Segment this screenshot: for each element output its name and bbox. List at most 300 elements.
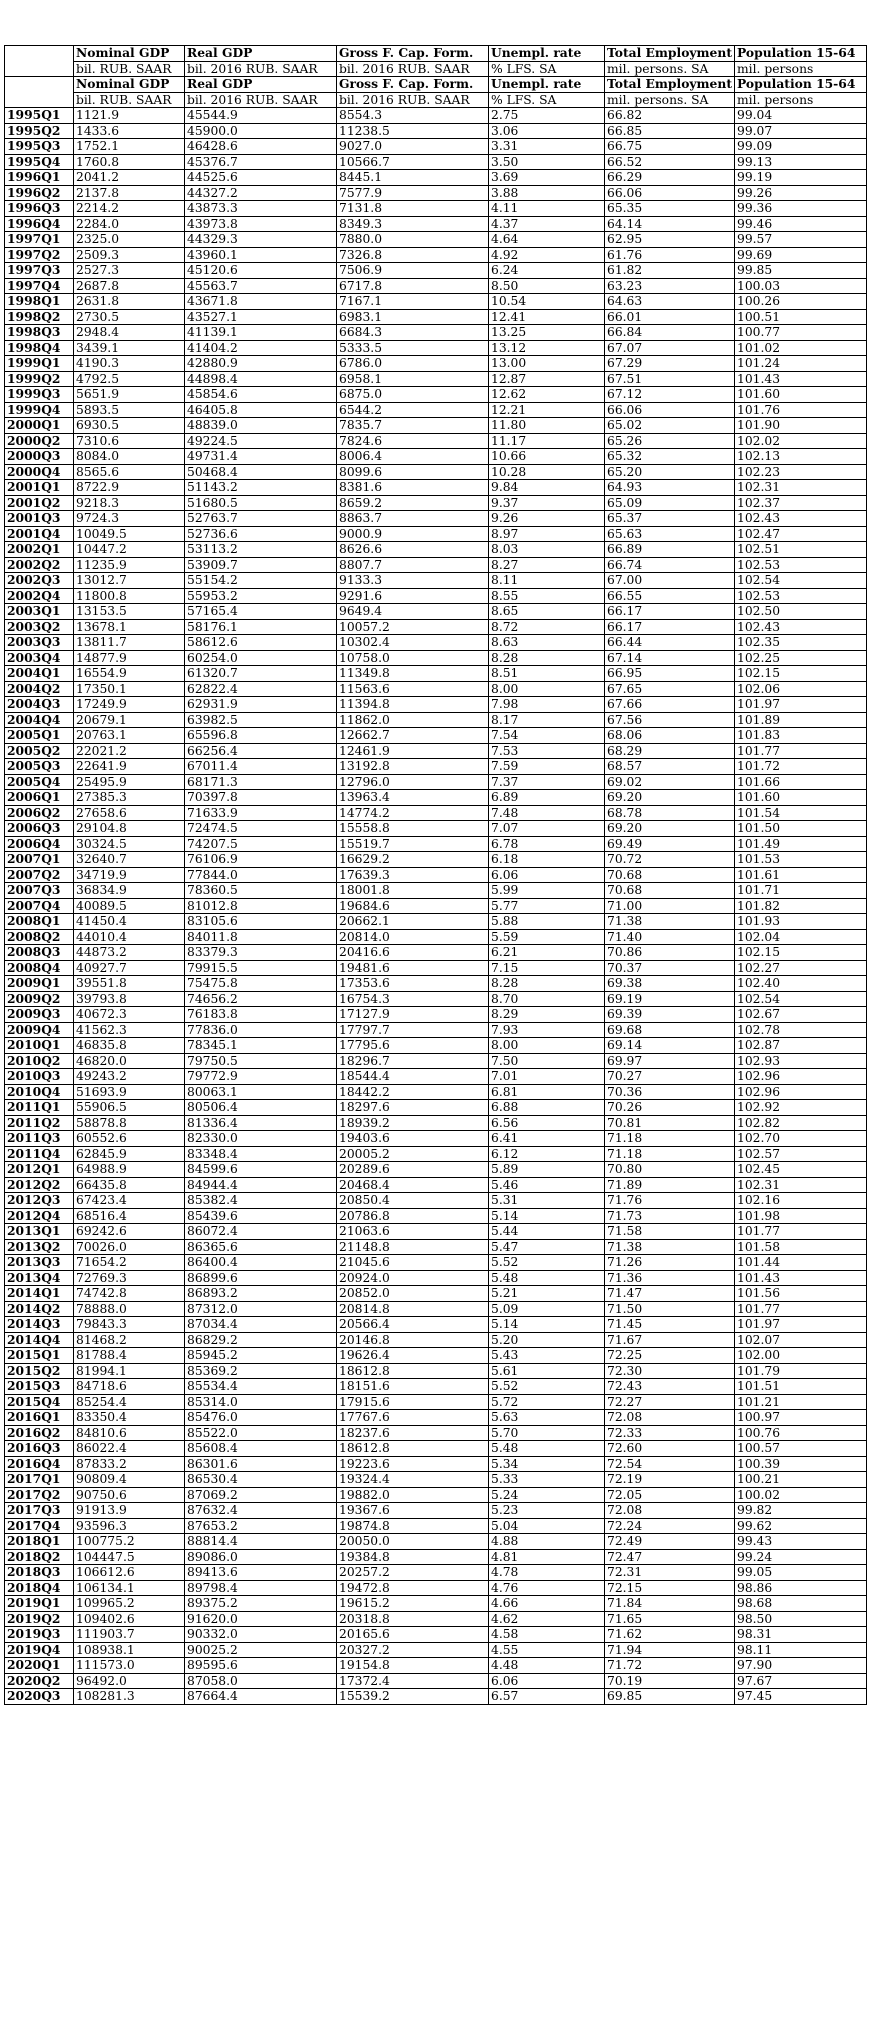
real-gdp-cell: 48839.0 xyxy=(185,418,337,434)
gfcf-cell: 6958.1 xyxy=(337,371,489,387)
gfcf-cell: 7880.0 xyxy=(337,232,489,248)
table-row xyxy=(5,774,867,790)
gfcf-cell: 19472.8 xyxy=(337,1580,489,1596)
table-row xyxy=(5,278,867,294)
total-employment-cell: 66.84 xyxy=(605,325,735,341)
real-gdp-cell: 78360.5 xyxy=(185,883,337,899)
unemployment-rate-cell: 7.53 xyxy=(489,743,605,759)
real-gdp-cell: 86301.6 xyxy=(185,1456,337,1472)
nominal-gdp-cell: 108938.1 xyxy=(74,1642,185,1658)
population-cell: 97.45 xyxy=(735,1689,867,1705)
real-gdp-cell: 79772.9 xyxy=(185,1069,337,1085)
population-cell: 98.68 xyxy=(735,1596,867,1612)
population-cell: 101.77 xyxy=(735,1301,867,1317)
quarter-cell: 2015Q3 xyxy=(5,1379,74,1395)
population-cell: 102.04 xyxy=(735,929,867,945)
gfcf-cell: 7167.1 xyxy=(337,294,489,310)
gfcf-cell: 11238.5 xyxy=(337,123,489,139)
unemployment-rate-cell: 4.48 xyxy=(489,1658,605,1674)
table-row xyxy=(5,464,867,480)
nominal-gdp-cell: 13811.7 xyxy=(74,635,185,651)
nominal-gdp-cell: 83350.4 xyxy=(74,1410,185,1426)
real-gdp-cell: 75475.8 xyxy=(185,976,337,992)
total-employment-cell: 65.02 xyxy=(605,418,735,434)
gfcf-cell: 19154.8 xyxy=(337,1658,489,1674)
gfcf-cell: 18612.8 xyxy=(337,1363,489,1379)
unemployment-rate-cell: 3.69 xyxy=(489,170,605,186)
nominal-gdp-cell: 69242.6 xyxy=(74,1224,185,1240)
table-row xyxy=(5,960,867,976)
gfcf-cell: 11862.0 xyxy=(337,712,489,728)
nominal-gdp-cell: 2214.2 xyxy=(74,201,185,217)
gfcf-cell: 20257.2 xyxy=(337,1565,489,1581)
unit-total-employment-repeat: mil. persons. SA xyxy=(605,92,735,108)
unemployment-rate-cell: 8.28 xyxy=(489,650,605,666)
nominal-gdp-cell: 6930.5 xyxy=(74,418,185,434)
total-employment-cell: 66.74 xyxy=(605,557,735,573)
unemployment-rate-cell: 5.24 xyxy=(489,1487,605,1503)
gfcf-cell: 6684.3 xyxy=(337,325,489,341)
total-employment-cell: 71.72 xyxy=(605,1658,735,1674)
unemployment-rate-cell: 5.99 xyxy=(489,883,605,899)
unemployment-rate-cell: 4.11 xyxy=(489,201,605,217)
population-cell: 101.97 xyxy=(735,697,867,713)
total-employment-cell: 71.00 xyxy=(605,898,735,914)
nominal-gdp-cell: 46820.0 xyxy=(74,1053,185,1069)
gfcf-cell: 13963.4 xyxy=(337,790,489,806)
gfcf-cell: 5333.5 xyxy=(337,340,489,356)
unemployment-rate-cell: 6.57 xyxy=(489,1689,605,1705)
unemployment-rate-cell: 5.21 xyxy=(489,1286,605,1302)
gfcf-cell: 16629.2 xyxy=(337,852,489,868)
unemployment-rate-cell: 6.06 xyxy=(489,1673,605,1689)
population-cell: 101.89 xyxy=(735,712,867,728)
gfcf-cell: 21045.6 xyxy=(337,1255,489,1271)
population-cell: 102.13 xyxy=(735,449,867,465)
gfcf-cell: 17797.7 xyxy=(337,1022,489,1038)
total-employment-cell: 71.38 xyxy=(605,914,735,930)
real-gdp-cell: 87664.4 xyxy=(185,1689,337,1705)
total-employment-cell: 67.51 xyxy=(605,371,735,387)
gfcf-cell: 20566.4 xyxy=(337,1317,489,1333)
real-gdp-cell: 86893.2 xyxy=(185,1286,337,1302)
unemployment-rate-cell: 5.88 xyxy=(489,914,605,930)
total-employment-cell: 70.19 xyxy=(605,1673,735,1689)
quarter-cell: 2019Q1 xyxy=(5,1596,74,1612)
table-row xyxy=(5,356,867,372)
quarter-cell: 2012Q4 xyxy=(5,1208,74,1224)
population-cell: 101.24 xyxy=(735,356,867,372)
table-row xyxy=(5,480,867,496)
total-employment-cell: 67.14 xyxy=(605,650,735,666)
total-employment-cell: 71.84 xyxy=(605,1596,735,1612)
nominal-gdp-cell: 4190.3 xyxy=(74,356,185,372)
real-gdp-cell: 76106.9 xyxy=(185,852,337,868)
total-employment-cell: 66.44 xyxy=(605,635,735,651)
table-row xyxy=(5,1503,867,1519)
gfcf-cell: 8807.7 xyxy=(337,557,489,573)
real-gdp-cell: 87312.0 xyxy=(185,1301,337,1317)
unemployment-rate-cell: 8.51 xyxy=(489,666,605,682)
total-employment-cell: 67.56 xyxy=(605,712,735,728)
gfcf-cell: 12461.9 xyxy=(337,743,489,759)
unemployment-rate-cell: 5.31 xyxy=(489,1193,605,1209)
total-employment-cell: 71.36 xyxy=(605,1270,735,1286)
total-employment-cell: 69.20 xyxy=(605,821,735,837)
quarter-cell: 2010Q4 xyxy=(5,1084,74,1100)
unemployment-rate-cell: 11.17 xyxy=(489,433,605,449)
real-gdp-cell: 86899.6 xyxy=(185,1270,337,1286)
population-cell: 99.07 xyxy=(735,123,867,139)
total-employment-cell: 70.26 xyxy=(605,1100,735,1116)
gfcf-cell: 10302.4 xyxy=(337,635,489,651)
unemployment-rate-cell: 6.12 xyxy=(489,1146,605,1162)
header-nominal-gdp: Nominal GDP xyxy=(74,46,185,62)
total-employment-cell: 67.66 xyxy=(605,697,735,713)
total-employment-cell: 66.89 xyxy=(605,542,735,558)
unemployment-rate-cell: 7.93 xyxy=(489,1022,605,1038)
real-gdp-cell: 45900.0 xyxy=(185,123,337,139)
table-row xyxy=(5,1549,867,1565)
unemployment-rate-cell: 4.62 xyxy=(489,1611,605,1627)
population-cell: 100.39 xyxy=(735,1456,867,1472)
real-gdp-cell: 85476.0 xyxy=(185,1410,337,1426)
unit-nominal-gdp-repeat: bil. RUB. SAAR xyxy=(74,92,185,108)
nominal-gdp-cell: 90750.6 xyxy=(74,1487,185,1503)
gfcf-cell: 9133.3 xyxy=(337,573,489,589)
quarter-cell: 2015Q4 xyxy=(5,1394,74,1410)
table-row xyxy=(5,1379,867,1395)
nominal-gdp-cell: 5893.5 xyxy=(74,402,185,418)
table-row xyxy=(5,1472,867,1488)
real-gdp-cell: 45544.9 xyxy=(185,108,337,124)
table-row xyxy=(5,1441,867,1457)
total-employment-cell: 71.94 xyxy=(605,1642,735,1658)
population-cell: 101.21 xyxy=(735,1394,867,1410)
table-row xyxy=(5,929,867,945)
population-cell: 102.43 xyxy=(735,511,867,527)
quarter-cell: 2006Q4 xyxy=(5,836,74,852)
population-cell: 102.87 xyxy=(735,1038,867,1054)
gfcf-cell: 7506.9 xyxy=(337,263,489,279)
population-cell: 101.51 xyxy=(735,1379,867,1395)
header-population-15-64-repeat: Population 15-64 xyxy=(735,77,867,93)
table-row xyxy=(5,867,867,883)
gfcf-cell: 20165.6 xyxy=(337,1627,489,1643)
population-cell: 101.76 xyxy=(735,402,867,418)
gfcf-cell: 20786.8 xyxy=(337,1208,489,1224)
total-employment-cell: 69.02 xyxy=(605,774,735,790)
header-gross-fixed-capital-formation-repeat: Gross F. Cap. Form. xyxy=(337,77,489,93)
unemployment-rate-cell: 8.27 xyxy=(489,557,605,573)
gfcf-cell: 19615.2 xyxy=(337,1596,489,1612)
gfcf-cell: 8099.6 xyxy=(337,464,489,480)
gfcf-cell: 6983.1 xyxy=(337,309,489,325)
table-row xyxy=(5,1565,867,1581)
unemployment-rate-cell: 5.14 xyxy=(489,1208,605,1224)
quarter-cell: 1996Q1 xyxy=(5,170,74,186)
table-row xyxy=(5,495,867,511)
total-employment-cell: 72.47 xyxy=(605,1549,735,1565)
header-row-names-2 xyxy=(5,77,867,93)
nominal-gdp-cell: 91913.9 xyxy=(74,1503,185,1519)
gfcf-cell: 12662.7 xyxy=(337,728,489,744)
table-row xyxy=(5,526,867,542)
quarter-cell: 2009Q3 xyxy=(5,1007,74,1023)
table-row xyxy=(5,402,867,418)
table-row xyxy=(5,1084,867,1100)
quarter-cell: 2004Q3 xyxy=(5,697,74,713)
quarter-cell: 2000Q2 xyxy=(5,433,74,449)
table-row xyxy=(5,1239,867,1255)
real-gdp-cell: 87653.2 xyxy=(185,1518,337,1534)
table-row xyxy=(5,1456,867,1472)
nominal-gdp-cell: 16554.9 xyxy=(74,666,185,682)
nominal-gdp-cell: 79843.3 xyxy=(74,1317,185,1333)
unemployment-rate-cell: 12.62 xyxy=(489,387,605,403)
quarter-cell: 2016Q4 xyxy=(5,1456,74,1472)
quarter-cell: 2007Q2 xyxy=(5,867,74,883)
total-employment-cell: 65.09 xyxy=(605,495,735,511)
real-gdp-cell: 46405.8 xyxy=(185,402,337,418)
population-cell: 102.53 xyxy=(735,557,867,573)
unemployment-rate-cell: 3.88 xyxy=(489,185,605,201)
header-total-employment: Total Employment xyxy=(605,46,735,62)
table-row xyxy=(5,743,867,759)
unit-nominal-gdp: bil. RUB. SAAR xyxy=(74,61,185,77)
population-cell: 102.35 xyxy=(735,635,867,651)
nominal-gdp-cell: 36834.9 xyxy=(74,883,185,899)
nominal-gdp-cell: 22021.2 xyxy=(74,743,185,759)
table-row xyxy=(5,650,867,666)
quarter-cell: 2018Q2 xyxy=(5,1549,74,1565)
table-row xyxy=(5,511,867,527)
table-row xyxy=(5,898,867,914)
population-cell: 102.82 xyxy=(735,1115,867,1131)
quarter-cell: 2015Q2 xyxy=(5,1363,74,1379)
gfcf-cell: 11394.8 xyxy=(337,697,489,713)
population-cell: 98.11 xyxy=(735,1642,867,1658)
quarter-cell: 2000Q3 xyxy=(5,449,74,465)
table-row xyxy=(5,449,867,465)
unemployment-rate-cell: 7.50 xyxy=(489,1053,605,1069)
real-gdp-cell: 57165.4 xyxy=(185,604,337,620)
unemployment-rate-cell: 12.21 xyxy=(489,402,605,418)
gfcf-cell: 18001.8 xyxy=(337,883,489,899)
real-gdp-cell: 58176.1 xyxy=(185,619,337,635)
total-employment-cell: 71.26 xyxy=(605,1255,735,1271)
nominal-gdp-cell: 90809.4 xyxy=(74,1472,185,1488)
gfcf-cell: 7326.8 xyxy=(337,247,489,263)
quarter-cell: 2005Q2 xyxy=(5,743,74,759)
population-cell: 101.60 xyxy=(735,387,867,403)
gfcf-cell: 9649.4 xyxy=(337,604,489,620)
real-gdp-cell: 85522.0 xyxy=(185,1425,337,1441)
quarter-cell: 2007Q1 xyxy=(5,852,74,868)
quarter-cell: 2006Q1 xyxy=(5,790,74,806)
table-row xyxy=(5,945,867,961)
population-cell: 101.71 xyxy=(735,883,867,899)
total-employment-cell: 66.17 xyxy=(605,604,735,620)
unemployment-rate-cell: 8.72 xyxy=(489,619,605,635)
table-row xyxy=(5,1317,867,1333)
population-cell: 100.97 xyxy=(735,1410,867,1426)
gfcf-cell: 17767.6 xyxy=(337,1410,489,1426)
gfcf-cell: 8445.1 xyxy=(337,170,489,186)
nominal-gdp-cell: 14877.9 xyxy=(74,650,185,666)
real-gdp-cell: 86829.2 xyxy=(185,1332,337,1348)
population-cell: 102.57 xyxy=(735,1146,867,1162)
population-cell: 99.69 xyxy=(735,247,867,263)
quarter-cell: 1998Q1 xyxy=(5,294,74,310)
unemployment-rate-cell: 6.21 xyxy=(489,945,605,961)
population-cell: 101.49 xyxy=(735,836,867,852)
unemployment-rate-cell: 11.80 xyxy=(489,418,605,434)
real-gdp-cell: 52763.7 xyxy=(185,511,337,527)
gfcf-cell: 19223.6 xyxy=(337,1456,489,1472)
nominal-gdp-cell: 2509.3 xyxy=(74,247,185,263)
table-row xyxy=(5,247,867,263)
quarter-cell: 1997Q1 xyxy=(5,232,74,248)
unemployment-rate-cell: 6.78 xyxy=(489,836,605,852)
total-employment-cell: 72.08 xyxy=(605,1503,735,1519)
total-employment-cell: 66.06 xyxy=(605,402,735,418)
unemployment-rate-cell: 9.26 xyxy=(489,511,605,527)
population-cell: 100.51 xyxy=(735,309,867,325)
population-cell: 101.43 xyxy=(735,371,867,387)
total-employment-cell: 72.24 xyxy=(605,1518,735,1534)
quarter-cell: 1999Q1 xyxy=(5,356,74,372)
gfcf-cell: 20289.6 xyxy=(337,1162,489,1178)
quarter-cell: 2016Q3 xyxy=(5,1441,74,1457)
population-cell: 99.36 xyxy=(735,201,867,217)
unemployment-rate-cell: 5.70 xyxy=(489,1425,605,1441)
unemployment-rate-cell: 4.81 xyxy=(489,1549,605,1565)
gfcf-cell: 18151.6 xyxy=(337,1379,489,1395)
total-employment-cell: 71.45 xyxy=(605,1317,735,1333)
header-nominal-gdp-repeat: Nominal GDP xyxy=(74,77,185,93)
nominal-gdp-cell: 66435.8 xyxy=(74,1177,185,1193)
quarter-cell: 1999Q3 xyxy=(5,387,74,403)
gfcf-cell: 10057.2 xyxy=(337,619,489,635)
table-row xyxy=(5,1689,867,1705)
nominal-gdp-cell: 58878.8 xyxy=(74,1115,185,1131)
real-gdp-cell: 87069.2 xyxy=(185,1487,337,1503)
total-employment-cell: 72.33 xyxy=(605,1425,735,1441)
table-row xyxy=(5,123,867,139)
gfcf-cell: 21063.6 xyxy=(337,1224,489,1240)
table-row xyxy=(5,635,867,651)
gfcf-cell: 20814.0 xyxy=(337,929,489,945)
unemployment-rate-cell: 4.58 xyxy=(489,1627,605,1643)
total-employment-cell: 71.18 xyxy=(605,1146,735,1162)
total-employment-cell: 71.89 xyxy=(605,1177,735,1193)
population-cell: 99.57 xyxy=(735,232,867,248)
quarter-cell: 2020Q1 xyxy=(5,1658,74,1674)
total-employment-cell: 72.30 xyxy=(605,1363,735,1379)
real-gdp-cell: 74656.2 xyxy=(185,991,337,1007)
real-gdp-cell: 44329.3 xyxy=(185,232,337,248)
gfcf-cell: 12796.0 xyxy=(337,774,489,790)
table-row xyxy=(5,433,867,449)
population-cell: 102.67 xyxy=(735,1007,867,1023)
unemployment-rate-cell: 12.41 xyxy=(489,309,605,325)
quarter-cell: 2008Q1 xyxy=(5,914,74,930)
table-row xyxy=(5,1115,867,1131)
table-row xyxy=(5,1286,867,1302)
unit-real-gdp-repeat: bil. 2016 RUB. SAAR xyxy=(185,92,337,108)
total-employment-cell: 69.20 xyxy=(605,790,735,806)
real-gdp-cell: 84944.4 xyxy=(185,1177,337,1193)
real-gdp-cell: 86072.4 xyxy=(185,1224,337,1240)
gfcf-cell: 19403.6 xyxy=(337,1131,489,1147)
population-cell: 100.76 xyxy=(735,1425,867,1441)
real-gdp-cell: 77844.0 xyxy=(185,867,337,883)
population-cell: 102.96 xyxy=(735,1069,867,1085)
table-row xyxy=(5,1534,867,1550)
gfcf-cell: 11349.8 xyxy=(337,666,489,682)
nominal-gdp-cell: 111573.0 xyxy=(74,1658,185,1674)
table-row xyxy=(5,588,867,604)
quarter-cell: 2020Q2 xyxy=(5,1673,74,1689)
gfcf-cell: 13192.8 xyxy=(337,759,489,775)
nominal-gdp-cell: 41450.4 xyxy=(74,914,185,930)
quarter-cell: 2002Q4 xyxy=(5,588,74,604)
nominal-gdp-cell: 2730.5 xyxy=(74,309,185,325)
nominal-gdp-cell: 4792.5 xyxy=(74,371,185,387)
total-employment-cell: 66.52 xyxy=(605,154,735,170)
real-gdp-cell: 58612.6 xyxy=(185,635,337,651)
table-row xyxy=(5,557,867,573)
quarter-cell: 2007Q3 xyxy=(5,883,74,899)
population-cell: 99.82 xyxy=(735,1503,867,1519)
real-gdp-cell: 77836.0 xyxy=(185,1022,337,1038)
unit-population-15-64-repeat: mil. persons xyxy=(735,92,867,108)
quarter-cell: 2003Q3 xyxy=(5,635,74,651)
nominal-gdp-cell: 106612.6 xyxy=(74,1565,185,1581)
population-cell: 101.66 xyxy=(735,774,867,790)
real-gdp-cell: 79915.5 xyxy=(185,960,337,976)
quarter-cell: 2017Q1 xyxy=(5,1472,74,1488)
total-employment-cell: 69.97 xyxy=(605,1053,735,1069)
total-employment-cell: 66.75 xyxy=(605,139,735,155)
population-cell: 101.93 xyxy=(735,914,867,930)
gfcf-cell: 18544.4 xyxy=(337,1069,489,1085)
nominal-gdp-cell: 39793.8 xyxy=(74,991,185,1007)
unemployment-rate-cell: 6.18 xyxy=(489,852,605,868)
table-row xyxy=(5,1394,867,1410)
gfcf-cell: 19481.6 xyxy=(337,960,489,976)
population-cell: 102.25 xyxy=(735,650,867,666)
population-cell: 101.79 xyxy=(735,1363,867,1379)
gfcf-cell: 19324.4 xyxy=(337,1472,489,1488)
quarter-cell: 2010Q3 xyxy=(5,1069,74,1085)
unit-unemployment-rate: % LFS. SA xyxy=(489,61,605,77)
quarter-cell: 1995Q2 xyxy=(5,123,74,139)
total-employment-cell: 71.58 xyxy=(605,1224,735,1240)
nominal-gdp-cell: 109402.6 xyxy=(74,1611,185,1627)
nominal-gdp-cell: 106134.1 xyxy=(74,1580,185,1596)
quarter-cell: 2004Q4 xyxy=(5,712,74,728)
gfcf-cell: 19882.0 xyxy=(337,1487,489,1503)
real-gdp-cell: 43973.8 xyxy=(185,216,337,232)
gfcf-cell: 8006.4 xyxy=(337,449,489,465)
header-unemployment-rate: Unempl. rate xyxy=(489,46,605,62)
nominal-gdp-cell: 108281.3 xyxy=(74,1689,185,1705)
population-cell: 102.43 xyxy=(735,619,867,635)
unemployment-rate-cell: 7.37 xyxy=(489,774,605,790)
quarter-cell: 2003Q2 xyxy=(5,619,74,635)
